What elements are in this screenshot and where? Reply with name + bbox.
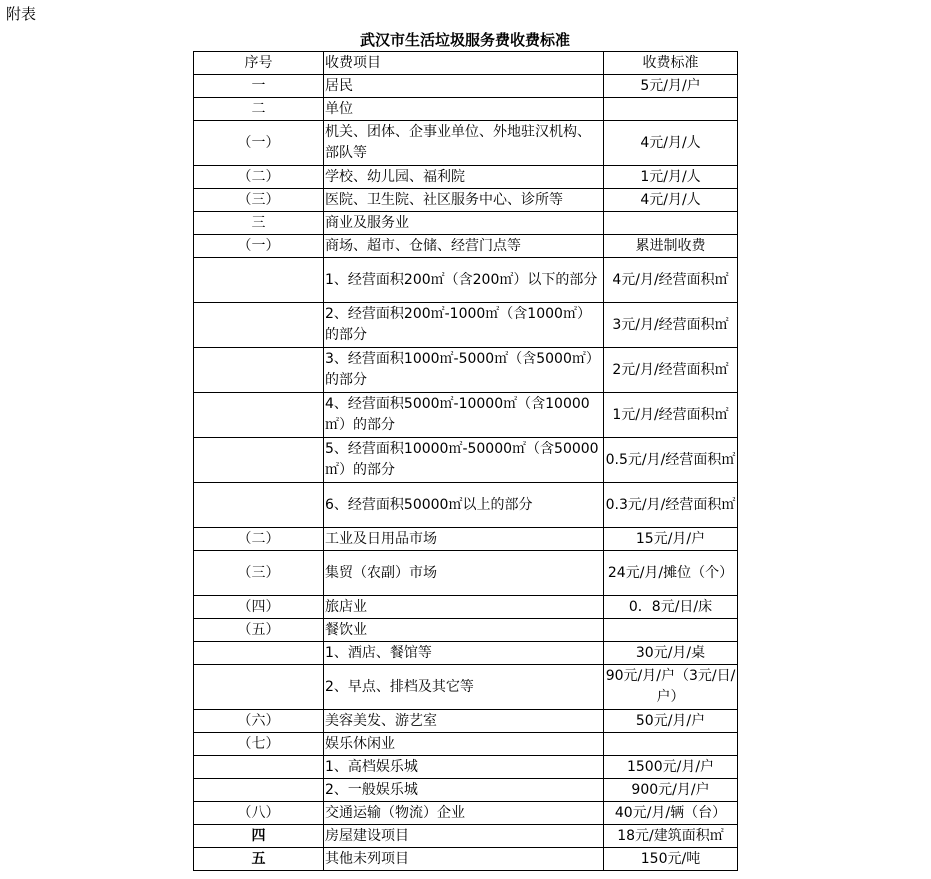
fee-standard-cell: 0．8元/日/床 xyxy=(604,596,738,619)
table-row xyxy=(194,710,738,733)
fee-item-cell: 工业及日用品市场 xyxy=(324,528,604,551)
header-serial-number: 序号 xyxy=(194,52,324,75)
serial-number-cell: （三） xyxy=(194,189,324,212)
serial-number-cell: 一 xyxy=(194,75,324,98)
fee-standard-cell: 24元/月/摊位（个） xyxy=(604,551,738,596)
serial-number-cell: （三） xyxy=(194,551,324,596)
serial-number-cell: （一） xyxy=(194,235,324,258)
fee-item-cell: 机关、团体、企事业单位、外地驻汉机构、部队等 xyxy=(324,121,604,166)
serial-number-cell: （五） xyxy=(194,619,324,642)
header-fee-item: 收费项目 xyxy=(324,52,604,75)
serial-number-cell xyxy=(194,483,324,528)
fee-standard-cell: 0.5元/月/经营面积㎡ xyxy=(604,438,738,483)
table-row xyxy=(194,121,738,166)
serial-number-cell: （一） xyxy=(194,121,324,166)
fee-standard-cell: 18元/建筑面积㎡ xyxy=(604,825,738,848)
table-row xyxy=(194,733,738,756)
serial-number-cell: （四） xyxy=(194,596,324,619)
fee-standard-cell: 1500元/月/户 xyxy=(604,756,738,779)
table-row xyxy=(194,235,738,258)
table-row xyxy=(194,98,738,121)
fee-standard-cell: 900元/月/户 xyxy=(604,779,738,802)
fee-item-cell: 集贸（农副）市场 xyxy=(324,551,604,596)
fee-standard-cell: 0.3元/月/经营面积㎡ xyxy=(604,483,738,528)
table-row xyxy=(194,642,738,665)
fee-standard-cell: 1元/月/经营面积㎡ xyxy=(604,393,738,438)
fee-item-cell: 单位 xyxy=(324,98,604,121)
table-row xyxy=(194,848,738,871)
serial-number-cell: 四 xyxy=(194,825,324,848)
fee-standard-table xyxy=(193,51,738,871)
fee-item-cell: 商业及服务业 xyxy=(324,212,604,235)
fee-item-cell: 旅店业 xyxy=(324,596,604,619)
fee-item-cell: 6、经营面积50000㎡以上的部分 xyxy=(324,483,604,528)
fee-item-cell: 2、一般娱乐城 xyxy=(324,779,604,802)
serial-number-cell xyxy=(194,393,324,438)
table-row xyxy=(194,212,738,235)
fee-standard-cell: 15元/月/户 xyxy=(604,528,738,551)
fee-item-cell: 娱乐休闲业 xyxy=(324,733,604,756)
serial-number-cell: （六） xyxy=(194,710,324,733)
table-row xyxy=(194,189,738,212)
fee-item-cell: 2、经营面积200㎡-1000㎡（含1000㎡）的部分 xyxy=(324,303,604,348)
fee-item-cell: 学校、幼儿园、福利院 xyxy=(324,166,604,189)
fee-item-cell: 餐饮业 xyxy=(324,619,604,642)
table-row xyxy=(194,619,738,642)
serial-number-cell xyxy=(194,258,324,303)
fee-item-cell: 交通运输（物流）企业 xyxy=(324,802,604,825)
serial-number-cell xyxy=(194,779,324,802)
fee-item-cell: 1、酒店、餐馆等 xyxy=(324,642,604,665)
serial-number-cell: 五 xyxy=(194,848,324,871)
fee-item-cell: 美容美发、游艺室 xyxy=(324,710,604,733)
fee-item-cell: 2、早点、排档及其它等 xyxy=(324,665,604,710)
fee-standard-cell: 150元/吨 xyxy=(604,848,738,871)
fee-standard-cell xyxy=(604,212,738,235)
fee-item-cell: 5、经营面积10000㎡-50000㎡（含50000㎡）的部分 xyxy=(324,438,604,483)
serial-number-cell xyxy=(194,438,324,483)
table-row xyxy=(194,75,738,98)
fee-standard-cell: 2元/月/经营面积㎡ xyxy=(604,348,738,393)
fee-standard-cell: 5元/月/户 xyxy=(604,75,738,98)
document-title: 武汉市生活垃圾服务费收费标准 xyxy=(359,31,570,49)
table-row xyxy=(194,303,738,348)
header-fee-standard: 收费标准 xyxy=(604,52,738,75)
fee-standard-cell: 1元/月/人 xyxy=(604,166,738,189)
table-row xyxy=(194,438,738,483)
table-row xyxy=(194,596,738,619)
fee-item-cell: 医院、卫生院、社区服务中心、诊所等 xyxy=(324,189,604,212)
serial-number-cell xyxy=(194,348,324,393)
table-header-row xyxy=(194,52,738,75)
fee-item-cell: 1、高档娱乐城 xyxy=(324,756,604,779)
serial-number-cell: （二） xyxy=(194,166,324,189)
fee-standard-cell: 累进制收费 xyxy=(604,235,738,258)
fee-standard-cell: 40元/月/辆（台） xyxy=(604,802,738,825)
table-row xyxy=(194,779,738,802)
table-row xyxy=(194,348,738,393)
table-row xyxy=(194,393,738,438)
fee-standard-cell xyxy=(604,619,738,642)
table-row xyxy=(194,802,738,825)
table-row xyxy=(194,825,738,848)
serial-number-cell: （八） xyxy=(194,802,324,825)
fee-standard-cell: 4元/月/经营面积㎡ xyxy=(604,258,738,303)
fee-standard-cell xyxy=(604,733,738,756)
serial-number-cell xyxy=(194,665,324,710)
table-row xyxy=(194,166,738,189)
fee-standard-cell: 4元/月/人 xyxy=(604,189,738,212)
attachment-note: 附表 xyxy=(6,5,37,23)
table-row xyxy=(194,551,738,596)
fee-standard-cell: 50元/月/户 xyxy=(604,710,738,733)
table-row xyxy=(194,756,738,779)
fee-standard-cell: 4元/月/人 xyxy=(604,121,738,166)
serial-number-cell xyxy=(194,756,324,779)
serial-number-cell: （二） xyxy=(194,528,324,551)
serial-number-cell: 二 xyxy=(194,98,324,121)
serial-number-cell xyxy=(194,642,324,665)
fee-standard-cell: 30元/月/桌 xyxy=(604,642,738,665)
fee-item-cell: 居民 xyxy=(324,75,604,98)
fee-item-cell: 4、经营面积5000㎡-10000㎡（含10000㎡）的部分 xyxy=(324,393,604,438)
table-row xyxy=(194,528,738,551)
fee-item-cell: 1、经营面积200㎡（含200㎡）以下的部分 xyxy=(324,258,604,303)
serial-number-cell: 三 xyxy=(194,212,324,235)
fee-item-cell: 房屋建设项目 xyxy=(324,825,604,848)
fee-table-body xyxy=(194,52,738,871)
fee-item-cell: 其他未列项目 xyxy=(324,848,604,871)
fee-item-cell: 3、经营面积1000㎡-5000㎡（含5000㎡）的部分 xyxy=(324,348,604,393)
serial-number-cell: （七） xyxy=(194,733,324,756)
table-row xyxy=(194,665,738,710)
table-row xyxy=(194,483,738,528)
fee-standard-cell xyxy=(604,98,738,121)
fee-item-cell: 商场、超市、仓储、经营门点等 xyxy=(324,235,604,258)
serial-number-cell xyxy=(194,303,324,348)
fee-standard-cell: 90元/月/户（3元/日/户） xyxy=(604,665,738,710)
fee-standard-cell: 3元/月/经营面积㎡ xyxy=(604,303,738,348)
table-row xyxy=(194,258,738,303)
